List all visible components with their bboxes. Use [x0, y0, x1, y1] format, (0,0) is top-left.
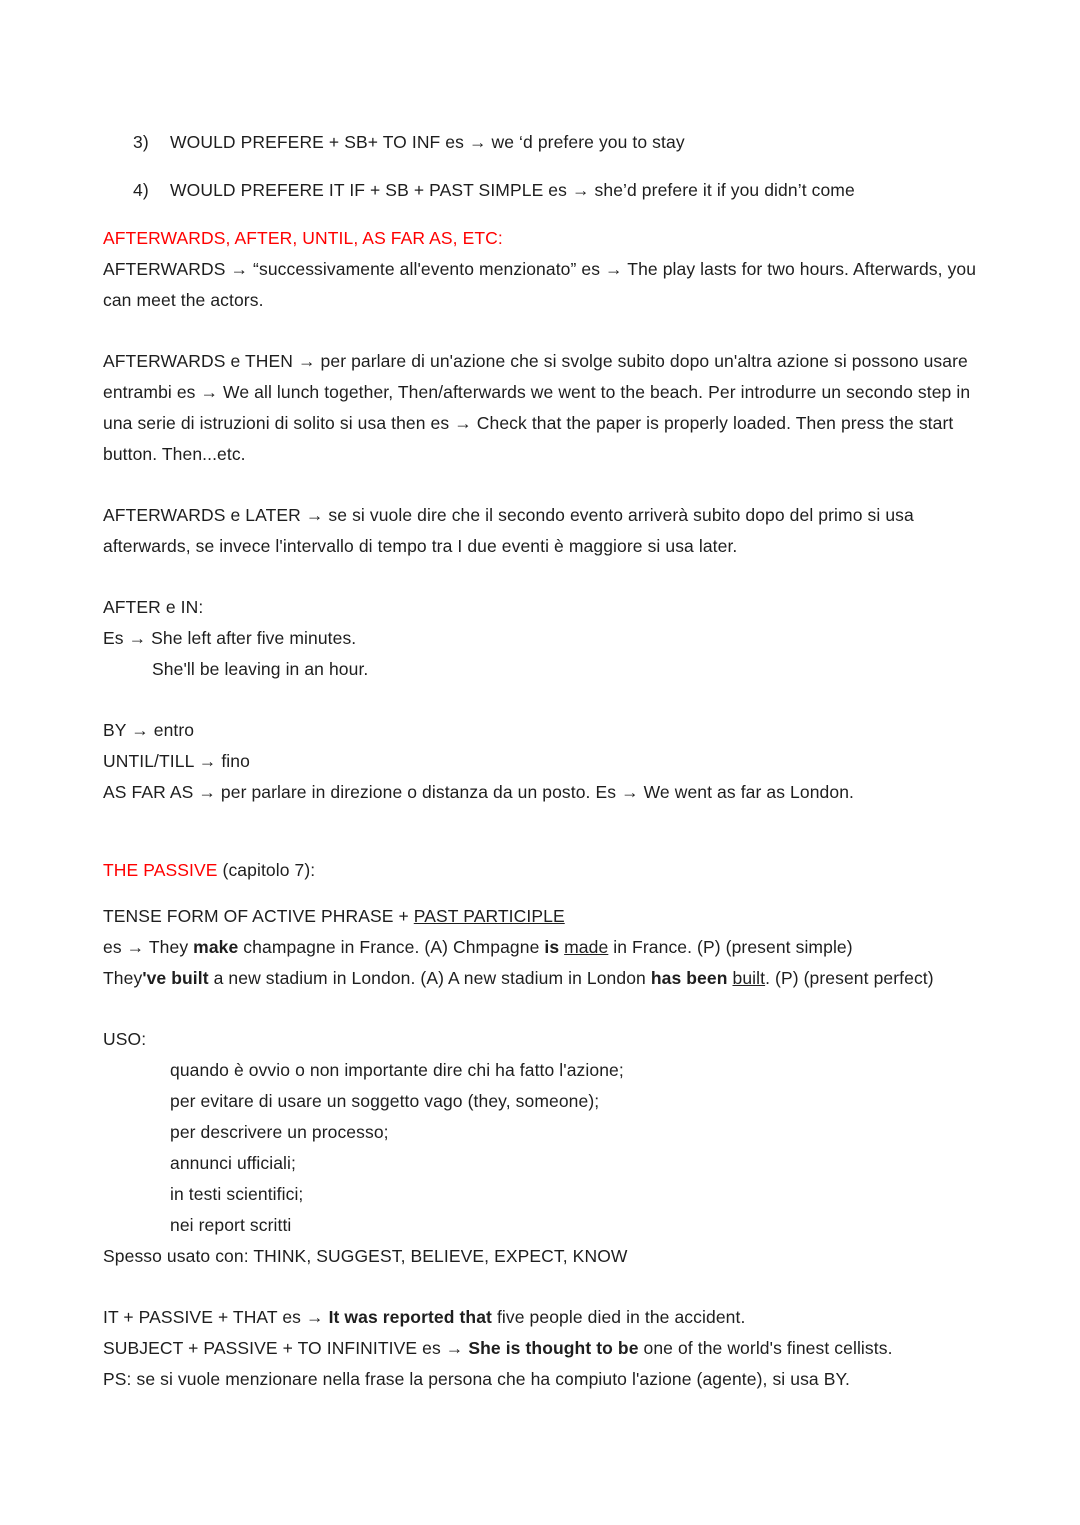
text-run: make: [193, 937, 239, 957]
text-run: UNTIL/TILL → fino: [103, 751, 250, 771]
text-run: five people died in the accident.: [491, 1307, 746, 1327]
paragraph: [103, 1179, 982, 1210]
text-run: WOULD PREFERE IT IF + SB + PAST SIMPLE es → she’d prefere it if you didn’t come: [170, 180, 855, 200]
paragraph: [103, 746, 982, 777]
paragraph: [103, 592, 982, 623]
text-run: made: [564, 937, 609, 957]
paragraph: [103, 1117, 982, 1148]
text-run: It was reported that: [328, 1307, 492, 1327]
spacer: [103, 470, 982, 500]
text-run: AFTER e IN:: [103, 597, 204, 617]
text-run: Spesso usato con: THINK, SUGGEST, BELIEVE, EXPECT, KNOW: [103, 1246, 628, 1266]
text-run: AFTERWARDS, AFTER, UNTIL, AS FAR AS, ETC:: [103, 228, 503, 248]
text-run: built: [732, 968, 766, 988]
text-run: is: [544, 937, 560, 957]
text-run: AFTERWARDS → “successivamente all'evento menzionato” es → The play lasts for two hours. Afterwards, you can meet the actors.: [103, 259, 977, 310]
spacer: [103, 1272, 982, 1302]
spacer: [103, 808, 982, 855]
list-number: 4): [133, 180, 149, 200]
paragraph: [103, 1024, 982, 1055]
paragraph: [103, 1210, 982, 1241]
text-run: champagne in France. (A) Chmpagne: [238, 937, 545, 957]
paragraph: [103, 777, 982, 808]
spacer: [103, 206, 982, 223]
text-run: She'll be leaving in an hour.: [152, 659, 369, 679]
text-run: She is thought to be: [468, 1338, 639, 1358]
spacer: [103, 886, 982, 901]
text-run: per descrivere un processo;: [170, 1122, 389, 1142]
list-number: 3): [133, 132, 149, 152]
paragraph: [103, 1148, 982, 1179]
text-run: THE PASSIVE: [103, 860, 218, 880]
paragraph: [103, 963, 982, 994]
paragraph: [103, 500, 982, 562]
spacer: [103, 562, 982, 592]
spacer: [103, 685, 982, 715]
text-run: AFTERWARDS e THEN → per parlare di un'azione che si svolge subito dopo un'altra azione si possono usare entrambi es → We all lunch together, Then/afterwards we went to the beach. Per introdurre un secondo step in una serie di istruzioni di solito si usa then es → Check that the paper is properly loaded. Then press the start button. Then...etc.: [103, 351, 971, 464]
paragraph: [103, 1086, 982, 1117]
text-run: in testi scientifici;: [170, 1184, 304, 1204]
paragraph: [103, 623, 982, 654]
section-heading: [103, 223, 982, 254]
spacer: [103, 158, 982, 175]
text-run: USO:: [103, 1029, 147, 1049]
text-run: quando è ovvio o non importante dire chi ha fatto l'azione;: [170, 1060, 624, 1080]
text-run: 've built: [142, 968, 209, 988]
text-run: nei report scritti: [170, 1215, 292, 1235]
paragraph: [103, 1302, 982, 1333]
text-run: Es → She left after five minutes.: [103, 628, 357, 648]
paragraph: [103, 1241, 982, 1272]
section-heading: [103, 855, 982, 886]
text-run: BY → entro: [103, 720, 195, 740]
text-run: AFTERWARDS e LATER → se si vuole dire che il secondo evento arriverà subito dopo del primo si usa afterwards, se invece l'intervallo di tempo tra I due eventi è maggiore si usa later.: [103, 505, 914, 556]
text-run: es → They: [103, 937, 194, 957]
paragraph: [103, 901, 982, 932]
paragraph: [103, 932, 982, 963]
text-run: IT + PASSIVE + THAT es →: [103, 1307, 329, 1327]
text-run: in France. (P) (present simple): [608, 937, 853, 957]
text-run: . (P) (present perfect): [765, 968, 934, 988]
paragraph: [103, 654, 982, 685]
paragraph: [103, 346, 982, 470]
text-run: PAST PARTICIPLE: [413, 906, 565, 926]
text-run: TENSE FORM OF ACTIVE PHRASE +: [103, 906, 414, 926]
text-run: a new stadium in London. (A) A new stadium in London: [208, 968, 651, 988]
text-run: AS FAR AS → per parlare in direzione o distanza da un posto. Es → We went as far as London.: [103, 782, 854, 802]
text-run: annunci ufficiali;: [170, 1153, 297, 1173]
paragraph: [103, 1333, 982, 1364]
paragraph: [103, 1364, 982, 1395]
paragraph: [103, 254, 982, 316]
spacer: [103, 994, 982, 1024]
text-run: has been: [650, 968, 728, 988]
text-run: per evitare di usare un soggetto vago (they, someone);: [170, 1091, 600, 1111]
text-run: PS: se si vuole menzionare nella frase la persona che ha compiuto l'azione (agente), si usa BY.: [103, 1369, 850, 1389]
paragraph: [103, 175, 982, 206]
paragraph: [103, 715, 982, 746]
paragraph: [103, 127, 982, 158]
spacer: [103, 316, 982, 346]
text-run: SUBJECT + PASSIVE + TO INFINITIVE es →: [103, 1338, 469, 1358]
paragraph: [103, 1055, 982, 1086]
text-run: WOULD PREFERE + SB+ TO INF es → we ‘d prefere you to stay: [170, 132, 685, 152]
text-run: one of the world's finest cellists.: [638, 1338, 893, 1358]
text-run: (capitolo 7):: [217, 860, 316, 880]
text-run: They: [103, 968, 143, 988]
